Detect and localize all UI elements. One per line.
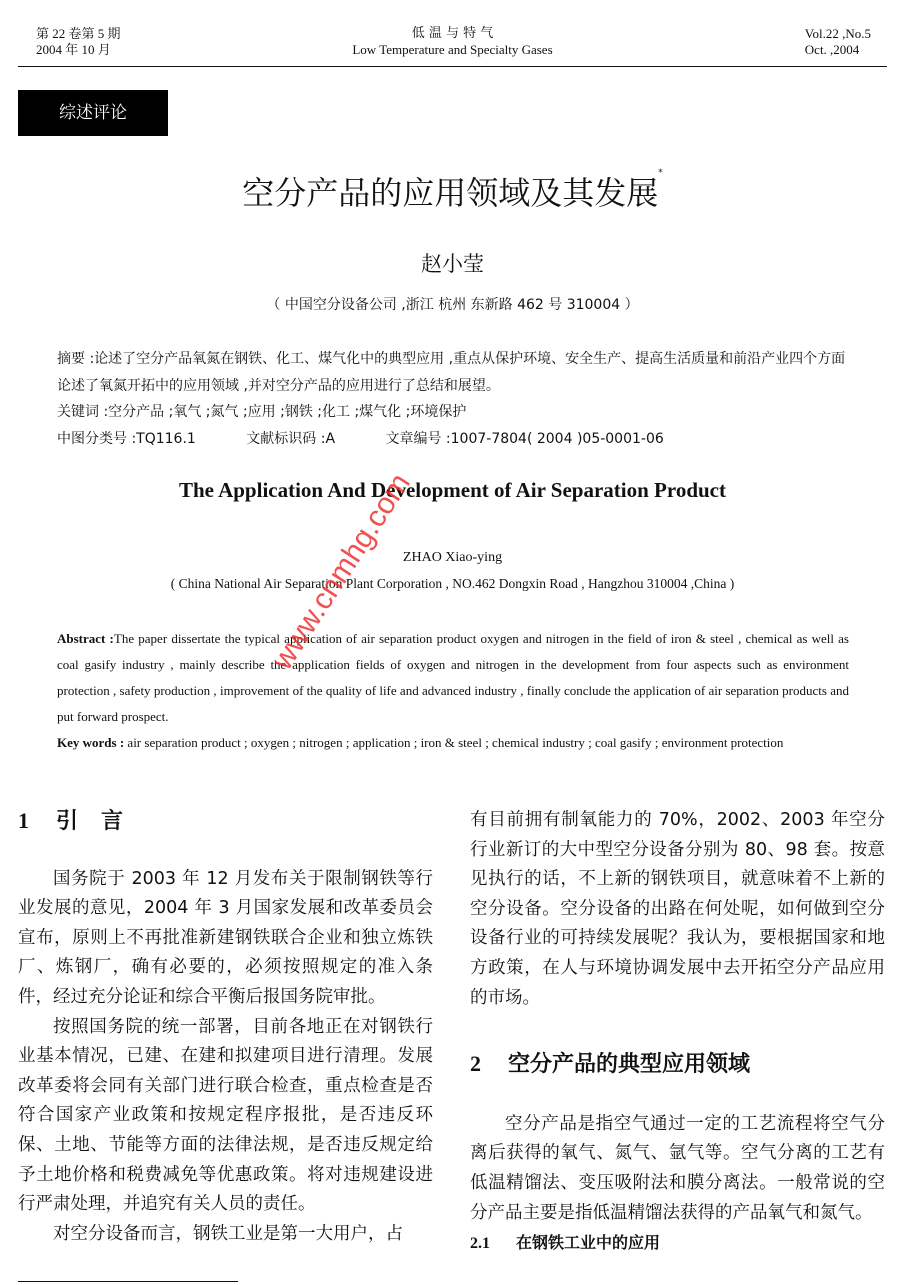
- section-1-heading: [18, 806, 433, 837]
- paragraph: 空分产品是指空气通过一定的工艺流程将空气分离后获得的氧气、氮气、氩气等。空气分离的工艺有低温精馏法、变压吸附法和膜分离法。一般常说的空分产品主要是指低温精馏法获得的产品氧气和氮气。: [470, 1113, 885, 1223]
- header-rule: [18, 66, 887, 67]
- keywords-en-label: Key words :: [57, 735, 125, 750]
- abstract-cn: [57, 346, 857, 399]
- article-number: 文章编号 :1007-7804( 2004 )05-0001-06: [385, 430, 664, 447]
- english-title: The Application And Development of Air Separation Product: [178, 478, 726, 502]
- english-abstract: [57, 626, 849, 756]
- header-journal: [0, 26, 905, 58]
- section-title: 空分产品的典型应用领域: [508, 1052, 751, 1078]
- title-text: 空分产品的应用领域及其发展: [242, 174, 659, 212]
- english-author: ZHAO Xiao-ying: [402, 550, 503, 565]
- section-number: 1: [18, 808, 29, 833]
- abstract-text: 论述了空分产品氧氮在钢铁、化工、煤气化中的典型应用 ,重点从保护环境、安全生产、提高生活质量和前沿产业四个方面论述了氧氮开拓中的应用领域 ,并对空分产品的应用进行了总结和展望。: [57, 351, 846, 394]
- keywords-text: 空分产品 ;氧气 ;氮气 ;应用 ;钢铁 ;化工 ;煤气化 ;环境保护: [108, 404, 467, 420]
- keywords-cn: [57, 399, 857, 426]
- subsection-number: 2.1: [470, 1235, 490, 1253]
- keywords-en-text: air separation product ; oxygen ; nitrogen ; application ; iron & steel ; chemical industry ; coal gasify ; environment protection: [127, 735, 784, 750]
- title-footnote-mark: *: [658, 168, 663, 178]
- classification-line: [57, 426, 857, 453]
- section-title: 引 言: [56, 809, 123, 834]
- journal-name-en: Low Temperature and Specialty Gases: [352, 42, 553, 57]
- paper-title: [0, 168, 905, 214]
- paragraph: 按照国务院的统一部署，目前各地正在对钢铁行业基本情况，已建、在建和拟建项目进行清理。发展改革委将会同有关部门进行联合检查，重点检查是否符合国家产业政策和按规定程序报批，是否违反环保、土地、节能等方面的法律法规，是否违反规定给予土地价格和税费减免等优惠政策。将对违规建设进行严肃处理，并追究有关人员的责任。: [18, 1016, 433, 1215]
- document-code: 文献标识码 :A: [246, 430, 336, 447]
- left-column: [18, 806, 433, 1249]
- volume-issue: 第 22 卷第 5 期: [36, 26, 121, 41]
- chinese-abstract: [57, 346, 857, 452]
- volume-en: Vol.22 ,No.5: [804, 26, 871, 41]
- abstract-en-text: The paper dissertate the typical application of air separation product oxygen and nitrogen in the field of iron & steel , chemical as well as coal gasify industry , mainly describe the application fields of oxygen and nitrogen in the development from four aspects such as environment protection , safety production , improvement of the quality of life and advanced industry , finally conclude the application of air separation products and put forward prospect.: [57, 631, 849, 724]
- affiliation: （ 中国空分设备公司 ,浙江 杭州 东新路 462 号 310004 ）: [266, 297, 639, 313]
- date-en: Oct. ,2004: [804, 42, 860, 57]
- footnote-rule: [18, 1281, 238, 1282]
- watermark: www.cnmhg.com: [265, 467, 417, 676]
- author: 赵小莹: [421, 252, 484, 276]
- column-tag: 综述评论: [18, 90, 168, 136]
- section-2-1-heading: [470, 1228, 885, 1259]
- keywords-label: 关键词 :: [57, 404, 109, 420]
- abstract-en-label: Abstract :: [57, 631, 114, 646]
- paragraph: 国务院于 2003 年 12 月发布关于限制钢铁等行业发展的意见，2004 年 3 月国家发展和改革委员会宣布，原则上不再批准新建钢铁联合企业和独立炼铁厂、炼钢厂，确有必要的，必须按照规定的准入条件，经过充分论证和综合平衡后报国务院审批。: [18, 868, 433, 1007]
- journal-name-cn: 低 温 与 特 气: [411, 26, 494, 41]
- clc-number: 中图分类号 :TQ116.1: [57, 430, 196, 447]
- english-affiliation: ( China National Air Separation Plant Corporation , NO.462 Dongxin Road , Hangzhou 310004 ,China ): [170, 576, 735, 591]
- subsection-title: 在钢铁工业中的应用: [516, 1233, 661, 1253]
- header-volume-en: [805, 26, 871, 58]
- abstract-label: 摘要 :: [57, 351, 95, 367]
- paragraph-continued: 有目前拥有制氧能力的 70%，2002、2003 年空分行业新订的大中型空分设备分别为 80、98 套。按意见执行的话，不上新的钢铁项目，就意味着不上新的空分设备。空分设备的出路在何处呢，如何做到空分设备行业的可持续发展呢？我认为，要根据国家和地方政策，在人与环境协调发展中去开拓空分产品应用的市场。: [470, 810, 885, 1008]
- paragraph: 对空分设备而言，钢铁工业是第一大用户，占: [53, 1223, 403, 1244]
- issue-date: 2004 年 10 月: [36, 42, 111, 57]
- section-number: 2: [470, 1051, 481, 1077]
- right-column: [470, 806, 885, 1259]
- section-2-heading: [470, 1049, 885, 1080]
